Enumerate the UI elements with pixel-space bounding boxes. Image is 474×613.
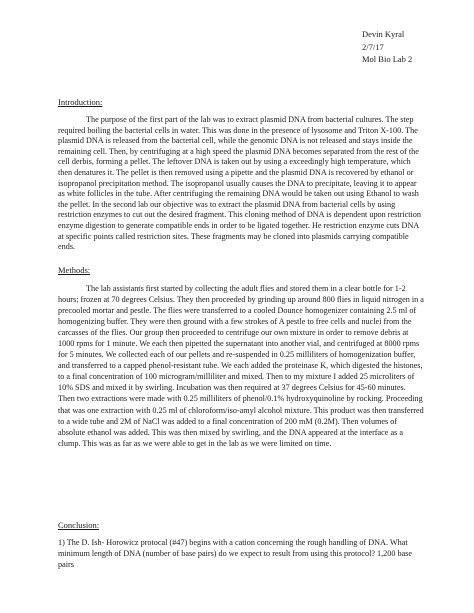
course-name: Mol Bio Lab 2: [362, 54, 413, 64]
author-name: Devin Kyral: [362, 29, 405, 39]
conclusion-paragraph: 1) The D. Ish- Horowicz protocal (#47) begins with a cation concerning the rough handling of DNA. What minimum length of DNA (number of base pairs) do we expect to result from using this protocol? 1,200 base pairs: [58, 538, 413, 569]
introduction-paragraph: The purpose of the first part of the lab was to extract plasmid DNA from bacterial cultures. The step required boiling the bacterial cells in water. This was done in the presence of lysosome and Triton X-100. The plasmid DNA is released from the bacterial cell, while the genomic DNA is not released and stays inside the remaining cell. Then, by centrifuging at a high speed the plasmid DNA becomes separated from the rest of the cell derbis, forming a pellet. The leftover DNA is taken out by using a exceedingly high temperature, which then denatures it. The pellet is then removed using a pipette and the plasmid DNA is recovered by ethanol or isopropanol precipitation method. The isopropanol usually causes the DNA to precipitate, leaving it to appear as white follicles in the tube. After centrifuging the remaining DNA would be taken out using Ethanol to wash the pellet. In the second lab our objective was to extract the plasmid DNA from bacterial cells by using restriction enzymes to cut out the desired fragment. This cloning method of DNA is dependent upon restriction enzyme digestion to generate compatible ends in order to be ligated together. He restriction enzyme cuts DNA at specific points called restriction sites. These fragments may be cloned into plasmids carrying compatible ends.: [58, 115, 421, 252]
introduction-heading: Introduction:: [58, 97, 103, 107]
methods-paragraph: The lab assistants first started by collecting the adult flies and stored them in a clear bottle for 1-2 hours; frozen at 70 degrees Celsius. They then proceeded by grinding up around 800 flies in liquid nitrogen in a precooled mortar and pestle. The flies were transferred to a cooled Dounce homogenizer containing 2.5 ml of homogenizing buffer. They were then ground with a few strokes of A pestle to free cells and nuclei from the carcasses of the flies. Our group then proceeded to centrifuge our own mixture in order to remove debris at 1000 rpms for 1 minute. We each then pipetted the supernatant into another vial, and centrifuged at 8000 rpms for 5 minutes. We collected each of our pellets and re-suspended in 0.25 milliliters of homogenization buffer, and transferred to a capped phenol-resistant tube. We each added the proteinase K, which digested the histones, to a final concentration of 100 microgram/milliliter and mixed. Then to my mixture I added 25 microliters of 10% SDS and mixed it by swirling. Incubation was then required at 37 degrees Celsius for 45-60 minutes. Then two extractions were made with 0.25 milliliters of phenol/0.1% hydroxyquinoline by rocking. Proceeding that was one extraction with 0.25 ml of chloroform/iso-amyl alcohol mixture. This product was then transferred to a wide tube and 2M of NaCl was added to a final concentration of 200 mM (0.2M). Then volumes of absolute ethanol was added. This was then mixed by swirling, and the DNA appeared at the interface as a clump. This was as far as we were able to get in the lab as we were limited on time.: [58, 284, 424, 448]
conclusion-heading: Conclusion:: [58, 520, 100, 530]
document-date: 2/7/17: [362, 41, 384, 52]
methods-heading: Methods:: [58, 265, 91, 275]
document-header: [362, 28, 412, 66]
